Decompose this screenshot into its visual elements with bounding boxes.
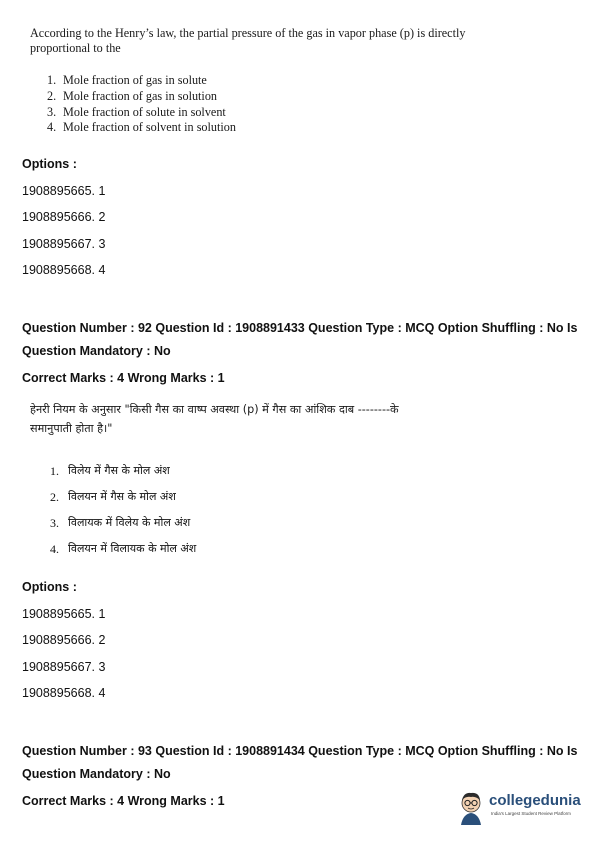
option-item: 1908895667. 3 [22,237,106,251]
logo-tagline: India's Largest Student Review Platform [491,811,571,816]
stem-line: According to the Henry’s law, the partial pressure of the gas in vapor phase (p) is directly [30,26,466,40]
choice-item: 1. Mole fraction of gas in solute [47,73,207,87]
question-stem [30,26,550,55]
question-stem [30,400,550,438]
question-marks: Correct Marks : 4 Wrong Marks : 1 [22,794,225,808]
option-item: 1908895665. 1 [22,607,106,621]
option-item: 1908895666. 2 [22,210,106,224]
question-marks: Correct Marks : 4 Wrong Marks : 1 [22,371,225,385]
option-item: 1908895665. 1 [22,184,106,198]
question-meta: Question Number : 92 Question Id : 1908891433 Question Type : MCQ Option Shuffling : No Is [22,321,578,335]
question-meta: Question Number : 93 Question Id : 1908891434 Question Type : MCQ Option Shuffling : No Is [22,744,578,758]
choice-item: 3. Mole fraction of solute in solvent [47,104,226,119]
option-item: 1908895668. 4 [22,686,106,700]
choice-item: 2. Mole fraction of gas in solution [47,88,218,103]
collegedunia-logo [455,789,595,825]
logo-wordmark: collegedunia [489,792,581,809]
question-meta: Question Mandatory : No [22,344,171,358]
choice-item: 4. विलयन में विलायक के मोल अंश [50,542,197,556]
choice-list [47,73,447,136]
choice-list [50,458,450,562]
choice-item: 1. विलेय में गैस के मोल अंश [50,464,170,478]
stem-line: हेनरी नियम के अनुसार "किसी गैस का वाष्प अवस्था (p) में गैस का आंशिक दाब --------के [30,403,399,416]
option-item: 1908895666. 2 [22,633,106,647]
question-meta: Question Mandatory : No [22,767,171,781]
choice-item: 4. Mole fraction of solvent in solution [47,120,236,135]
stem-line: proportional to the [30,40,121,55]
options-title: Options : [22,157,77,171]
mascot-icon [455,789,489,825]
option-item: 1908895667. 3 [22,660,106,674]
option-item: 1908895668. 4 [22,263,106,277]
options-title: Options : [22,580,77,594]
choice-item: 3. विलायक में विलेय के मोल अंश [50,516,191,530]
stem-line: समानुपाती होता है।" [30,422,113,435]
choice-item: 2. विलयन में गैस के मोल अंश [50,490,176,504]
